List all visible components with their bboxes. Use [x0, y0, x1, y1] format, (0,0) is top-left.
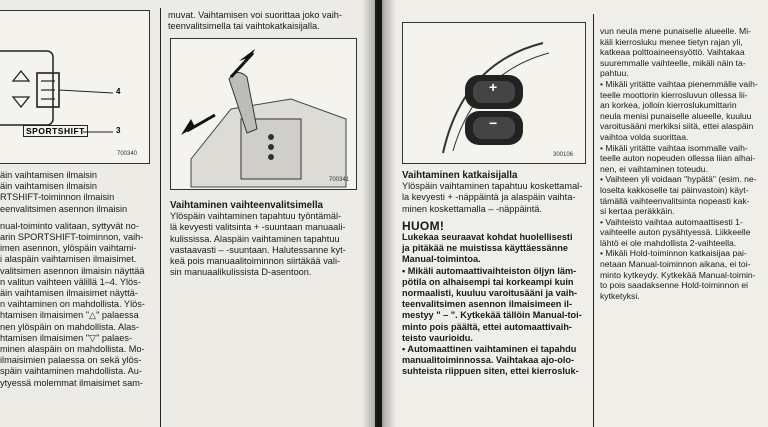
legend-item: äin vaihtamisen ilmaisin — [0, 170, 98, 180]
intro-line: muvat. Vaihtamisen voi suorittaa joko vaih- — [168, 10, 342, 20]
body-line: minto kytkeydy. Kytkekää Manual-toimin- — [600, 269, 756, 280]
plus-button-label: + — [489, 79, 498, 95]
figure-number: 300106 — [553, 152, 574, 158]
warning-line: manualitoiminnossa. Vaihtakaa ajo-olo- — [402, 355, 575, 366]
body-line: netaan Manual-toiminnon aikana, ei toi- — [600, 259, 751, 270]
body-line: htamisen ilmaisimen "△" palaessa — [0, 310, 139, 321]
body-line: • Mikäli Hold-toiminnon katkaisijaa pai- — [600, 248, 747, 259]
body-line: nen ylöspäin on mahdollista. Alas- — [0, 321, 139, 332]
body-line: minen alaspäin on mahdollista. Mo- — [0, 344, 145, 355]
right-column-1 — [402, 170, 594, 378]
warning-line: pötila on alhaisempi tai korkeampi kuin — [402, 276, 574, 287]
body-line: kytketyksi. — [600, 290, 640, 301]
warning-title: HUOM! — [402, 218, 445, 233]
minus-button-label: − — [489, 115, 498, 131]
body-line: vun neula mene punaiselle alueelle. Mi- — [600, 26, 751, 36]
body-line: si kertaa peräkkäin. — [600, 206, 675, 217]
callout-label: 4 — [116, 87, 121, 96]
right-column-2 — [600, 26, 768, 301]
figure-number: 700341 — [329, 177, 350, 183]
gear-selector-illustration — [171, 39, 356, 189]
warning-line: suhteista riippuen siten, ettei kierrosluk- — [402, 366, 579, 377]
body-line: vaihteelle auton pysähtyessä. Liikkeelle — [600, 227, 751, 238]
body-line: n valitun vaihteen välillä 1–4. Ylös- — [0, 276, 141, 287]
sportshift-display-illustration — [0, 11, 149, 163]
body-line: • Vaihteen yli voidaan "hypätä" (esim. ne- — [600, 174, 757, 185]
body-line: • Mikäli yritätte vaihtaa pienemmälle vaih- — [600, 78, 758, 89]
callout-label: 3 — [116, 126, 121, 135]
body-line: • Vaihteisto vaihtaa automaattisesti 1- — [600, 216, 743, 227]
steering-switch-figure — [402, 22, 586, 164]
column-divider — [160, 8, 161, 427]
body-line: suuremmalle vaihteelle, mikäli näin ta- — [600, 57, 746, 68]
warning-line: Lukekaa seuraavat kohdat huolellisesti — [402, 232, 573, 243]
left-column-2 — [168, 10, 363, 32]
body-line: ilmaisimien palaessa on sekä ylös- — [0, 355, 142, 366]
body-line: nen, ei vaihtaminen toteudu. — [600, 163, 708, 174]
body-line: keä pois manuaalitoiminnon siirtäkää vali- — [170, 256, 341, 267]
body-line: nual-toiminto valitaan, syttyvät no- — [0, 220, 139, 231]
column-divider — [593, 14, 594, 427]
left-column-2-body — [170, 200, 365, 278]
body-line: an korkea, jolloin kierroslukumittarin — [600, 100, 737, 111]
body-line: Ylöspäin vaihtaminen tapahtuu koskettamal- — [402, 181, 583, 192]
body-line: htamisen ilmaisimen "▽" palaes- — [0, 332, 133, 343]
intro-line: teenvalitsimella tai vaihtokatkaisijalla. — [168, 21, 320, 32]
legend-item: RTSHIFT-toiminnon ilmaisin — [0, 192, 115, 203]
body-line: arin SPORTSHIFT-toiminnon, vaih- — [0, 232, 144, 243]
body-line: späin vaihtaminen mahdollista. Au- — [0, 366, 142, 377]
body-line: n vaihtaminen on mahdollista. Ylös- — [0, 299, 145, 310]
body-line: pahtuu. — [600, 68, 629, 79]
body-line: varoitusääni merkiksi siitä, ettei alaspäin — [600, 121, 754, 132]
body-line: vastaavasti – -suuntaan. Halutessanne kyt- — [170, 244, 346, 255]
warning-line: • Automaattinen vaihtaminen ei tapahdu — [402, 344, 577, 355]
section-heading: Vaihtaminen vaihteenvalitsimella — [170, 200, 324, 211]
sportshift-indicator-figure — [0, 10, 150, 164]
body-line: valitsimen asennon ilmaisin näyttää — [0, 265, 145, 276]
body-line: lä kevyesti valitsinta + -suuntaan manuaali- — [170, 222, 346, 233]
book-gutter — [362, 0, 396, 427]
body-line: sin manuaalikulissista D-asentoon. — [170, 267, 312, 278]
legend-item: eenvalitsimen asennon ilmaisin — [0, 203, 128, 214]
body-line: teelle moottorin kierrosluvun ollessa lii- — [600, 89, 748, 100]
section-heading: Vaihtaminen katkaisijalla — [402, 170, 518, 181]
body-line: minen koskettamalla – -näppäintä. — [402, 203, 542, 214]
body-line: • Mikäli yritätte vaihtaa isommalle vaih- — [600, 142, 748, 153]
warning-line: teisto vaurioidu. — [402, 332, 473, 343]
body-line: katkeaa polttoaineensyöttö. Vaihtakaa — [600, 47, 745, 58]
body-line: to pois saadaksenne Hold-toiminnon ei — [600, 280, 749, 291]
left-column-1 — [0, 170, 160, 389]
body-line: Ylöspäin vaihtaminen tapahtuu työntämäl- — [170, 211, 342, 222]
body-line: i alaspäin vaihtamisen ilmaisimet. — [0, 254, 137, 265]
body-line: imen asennon, ylöspäin vaihtami- — [0, 243, 137, 254]
left-page — [0, 0, 375, 427]
legend-item: äin vaihtamisen ilmaisin — [0, 181, 98, 192]
warning-line: teenvalitsimen asennon ilmaisimeen il- — [402, 299, 573, 310]
sportshift-badge: SPORTSHIFT — [23, 125, 88, 137]
body-line: vaihtoa volda suorittaa. — [600, 131, 689, 142]
warning-line: ja pitäkää ne muistissa käyttäessänne — [402, 243, 568, 254]
warning-line: • Mikäli automaattivaihteiston öljyn läm- — [402, 265, 577, 276]
body-line: loselta kakkoselle tai päinvastoin) käyt- — [600, 184, 749, 195]
body-line: teelle auton nopeuden ollessa liian alhai- — [600, 153, 756, 164]
body-line: äin vaihtamisen ilmaisimet näyttä- — [0, 288, 138, 299]
warning-line: mestyy " – ". Kytkekää tällöin Manual-toi- — [402, 310, 582, 321]
body-line: käli kierrosluku menee tietyn rajan yli, — [600, 36, 743, 47]
body-line: kulississa. Alaspäin vaihtaminen tapahtuu — [170, 233, 340, 244]
body-line: lähtö ei ole mahdollista 2-vaihteella. — [600, 237, 737, 248]
body-line: neula menisi punaiselle alueelle, kuuluu — [600, 110, 752, 121]
body-line: la kevyesti + -näppäintä ja alaspäin vaihta- — [402, 192, 576, 203]
body-line: tämällä vaihteenvalitsinta nopeasti kak- — [600, 195, 750, 206]
gear-selector-figure — [170, 38, 357, 190]
body-line: ytyessä molemmat ilmaisimet sam- — [0, 377, 143, 388]
warning-line: normaalisti, kuuluu varoitusääni ja vaih- — [402, 288, 578, 299]
figure-number: 700340 — [117, 151, 138, 157]
warning-line: minto pois päältä, ettei automaattivaih- — [402, 321, 572, 332]
warning-line: Manual-toimintoa. — [402, 254, 481, 265]
right-page — [382, 0, 768, 427]
